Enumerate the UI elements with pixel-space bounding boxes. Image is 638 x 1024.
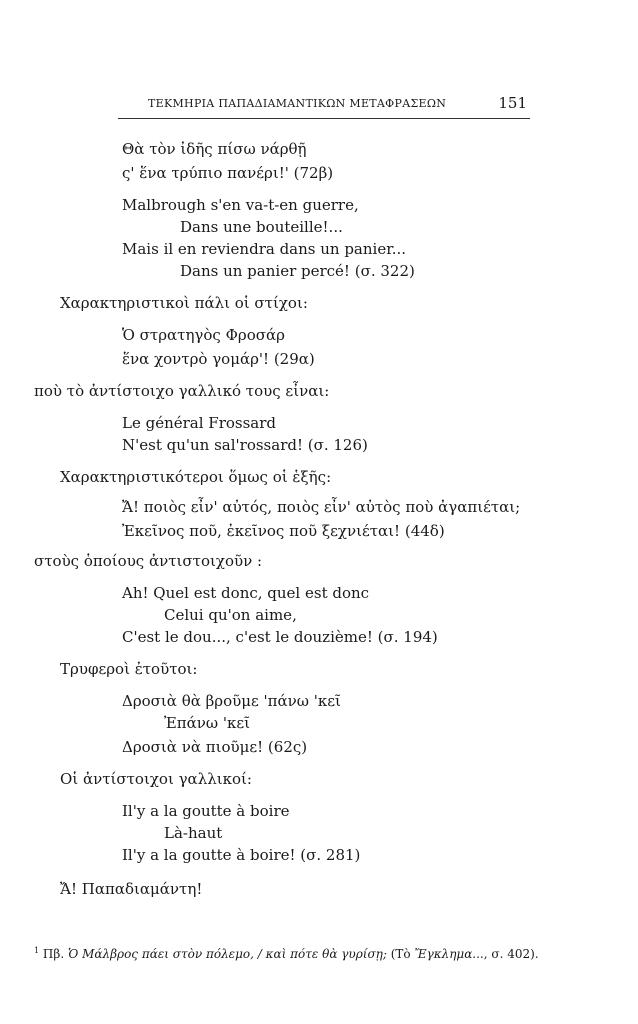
prose-line: Οἱ ἀντίστοιχοι γαλλικοί: [60, 770, 252, 788]
verse-line: Δροσιὰ θὰ βροῦμε 'πάνω 'κεῖ [122, 692, 341, 710]
verse-line: Il'y a la goutte à boire [122, 802, 290, 820]
prose-line: Χαρακτηριστικοὶ πάλι οἱ στίχοι: [60, 294, 308, 312]
verse-line: Dans une bouteille!... [180, 218, 343, 236]
verse-line: ἕνα χοντρὸ γομάρ'! (29α) [122, 350, 315, 368]
verse-line: Malbrough s'en va-t-en guerre, [122, 196, 359, 214]
verse-line: Ἐπάνω 'κεῖ [164, 714, 251, 732]
verse-line: Θὰ τὸν ἰδῆς πίσω νάρθῇ [122, 140, 307, 158]
footnote-ref-open: (Τὸ [386, 947, 415, 961]
verse-line: N'est qu'un sal'rossard! (σ. 126) [122, 436, 368, 454]
footnote-ref-title: Ἔγκλημα... [414, 947, 484, 961]
footnote-quote: Ὁ Μάλβρος πάει στὸν πόλεμο, / καὶ πότε θὰ γυρίσῃ; [67, 947, 387, 961]
page-number: 151 [498, 94, 527, 112]
running-head: ΤΕΚΜΗΡΙΑ ΠΑΠΑΔΙΑΜΑΝΤΙΚΩΝ ΜΕΤΑΦΡΑΣΕΩΝ [148, 97, 447, 110]
prose-line: στοὺς ὁποίους ἀντιστοιχοῦν : [34, 552, 263, 570]
footnote-prefix: Πβ. [42, 947, 65, 961]
verse-line: Dans un panier percé! (σ. 322) [180, 262, 415, 280]
footnote [34, 942, 539, 963]
verse-line: Δροσιὰ νὰ πιοῦμε! (62ς) [122, 738, 308, 756]
verse-line: Là-haut [164, 824, 223, 842]
verse-line: Ἄ! ποιὸς εἶν' αὐτός, ποιὸς εἶν' αὐτὸς ποὺ ἀγαπιέται; [122, 498, 521, 516]
verse-line: Ἐκεῖνος ποῦ, ἐκεῖνος ποῦ ξεχνιέται! (44δ) [122, 522, 445, 540]
footnote-marker: 1 [34, 946, 40, 955]
verse-line: Il'y a la goutte à boire! (σ. 281) [122, 846, 361, 864]
verse-line: C'est le dou..., c'est le douzième! (σ. 194) [122, 628, 438, 646]
verse-line: Mais il en reviendra dans un panier... [122, 240, 407, 258]
prose-line: ποὺ τὸ ἀντίστοιχο γαλλικό τους εἶναι: [34, 382, 330, 400]
page-header [118, 94, 530, 119]
prose-line: Τρυφεροὶ ἐτοῦτοι: [60, 660, 198, 678]
footnote-ref-close: , σ. 402). [483, 947, 539, 961]
prose-line: Ἄ! Παπαδιαμάντη! [60, 880, 203, 898]
verse-line: Le général Frossard [122, 414, 277, 432]
verse-line: Ah! Quel est donc, quel est donc [122, 584, 370, 602]
prose-line: Χαρακτηριστικότεροι ὅμως οἱ ἑξῆς: [60, 468, 332, 486]
verse-line: Celui qu'on aime, [164, 606, 297, 624]
verse-line: ς' ἕνα τρύπιο πανέρι!' (72β) [122, 164, 334, 182]
verse-line: Ὁ στρατηγὸς Φροσάρ [122, 326, 285, 344]
